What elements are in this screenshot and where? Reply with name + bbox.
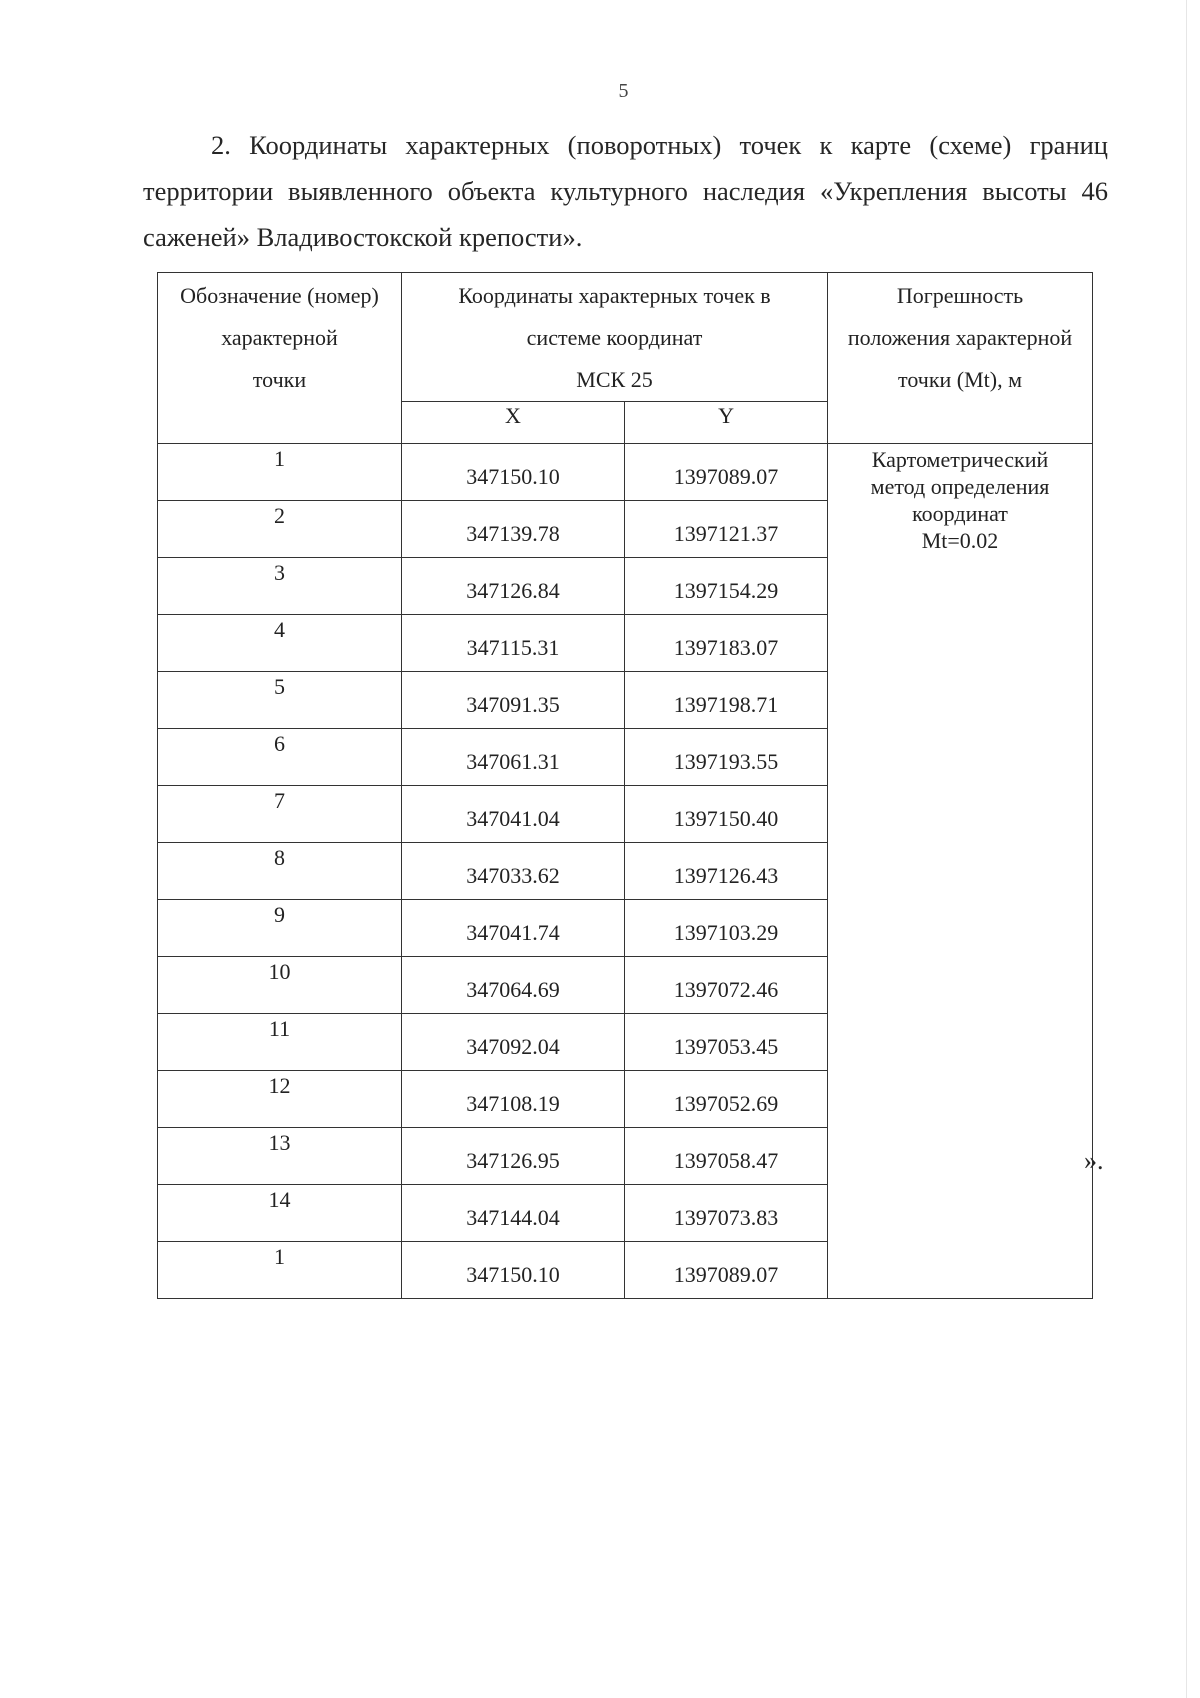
table-body	[158, 444, 1093, 1299]
x-value: 347126.95	[402, 1128, 625, 1185]
y-value: 1397053.45	[625, 1014, 828, 1071]
header-x: X	[402, 402, 625, 444]
point-number: 1	[158, 444, 402, 501]
point-number: 9	[158, 900, 402, 957]
x-value: 347041.04	[402, 786, 625, 843]
page-number: 5	[618, 80, 629, 102]
y-value: 1397072.46	[625, 957, 828, 1014]
point-number: 1	[158, 1242, 402, 1299]
x-value: 347139.78	[402, 501, 625, 558]
y-value: 1397183.07	[625, 615, 828, 672]
y-value: 1397198.71	[625, 672, 828, 729]
y-value: 1397073.83	[625, 1185, 828, 1242]
point-number: 13	[158, 1128, 402, 1185]
x-value: 347033.62	[402, 843, 625, 900]
x-value: 347041.74	[402, 900, 625, 957]
x-value: 347091.35	[402, 672, 625, 729]
page-edge-line	[1186, 0, 1187, 1698]
x-value: 347061.31	[402, 729, 625, 786]
error-method-cell: Картометрический метод определения координат Mt=0.02	[828, 444, 1093, 1299]
y-value: 1397089.07	[625, 444, 828, 501]
x-value: 347144.04	[402, 1185, 625, 1242]
x-value: 347108.19	[402, 1071, 625, 1128]
point-number: 12	[158, 1071, 402, 1128]
y-value: 1397058.47	[625, 1128, 828, 1185]
header-error: Погрешность положения характерной точки (Mt), м	[828, 273, 1093, 444]
point-number: 2	[158, 501, 402, 558]
intro-paragraph: 2. Координаты характерных (поворотных) точек к карте (схеме) границ территории выявленного объекта культурного наследия «Укрепления высоты 46 саженей» Владивостокской крепости».	[143, 130, 1108, 252]
coordinates-table	[157, 272, 1093, 1299]
header-point-number: Обозначение (номер) характерной точки	[158, 273, 402, 444]
y-value: 1397103.29	[625, 900, 828, 957]
point-number: 7	[158, 786, 402, 843]
y-value: 1397154.29	[625, 558, 828, 615]
x-value: 347150.10	[402, 444, 625, 501]
point-number: 10	[158, 957, 402, 1014]
point-number: 11	[158, 1014, 402, 1071]
point-number: 3	[158, 558, 402, 615]
table-row	[158, 444, 1093, 501]
y-value: 1397193.55	[625, 729, 828, 786]
x-value: 347126.84	[402, 558, 625, 615]
point-number: 6	[158, 729, 402, 786]
y-value: 1397126.43	[625, 843, 828, 900]
x-value: 347092.04	[402, 1014, 625, 1071]
x-value: 347064.69	[402, 957, 625, 1014]
point-number: 5	[158, 672, 402, 729]
y-value: 1397052.69	[625, 1071, 828, 1128]
y-value: 1397150.40	[625, 786, 828, 843]
header-coordinates: Координаты характерных точек в системе координат МСК 25	[402, 273, 828, 402]
header-y: Y	[625, 402, 828, 444]
y-value: 1397089.07	[625, 1242, 828, 1299]
y-value: 1397121.37	[625, 501, 828, 558]
point-number: 4	[158, 615, 402, 672]
x-value: 347150.10	[402, 1242, 625, 1299]
point-number: 8	[158, 843, 402, 900]
closing-quote-mark: ».	[1084, 1146, 1104, 1175]
point-number: 14	[158, 1185, 402, 1242]
x-value: 347115.31	[402, 615, 625, 672]
